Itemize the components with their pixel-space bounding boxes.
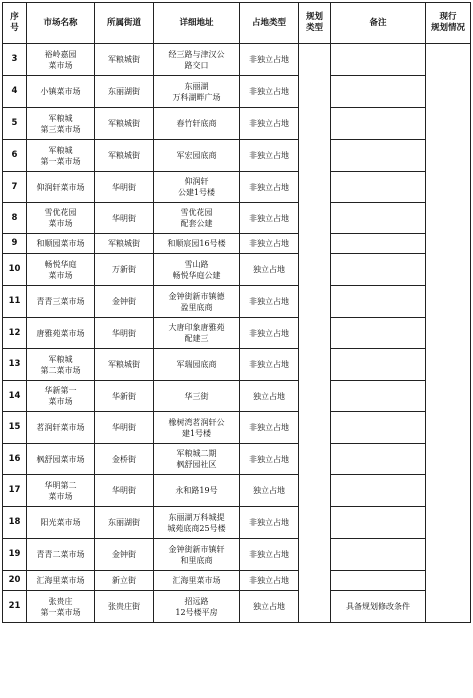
cell-address-line: 金钟街新市镇德 (168, 291, 225, 301)
cell-market-name-line: 雪优花园 (44, 208, 77, 217)
cell-market-name-line: 小镇菜市场 (40, 87, 81, 96)
table-body (3, 44, 471, 623)
cell-land-type: 非独立占地 (240, 108, 299, 140)
header-remark: 备注 (331, 3, 426, 44)
cell-land-type: 独立占地 (240, 381, 299, 412)
cell-land-type: 非独立占地 (240, 444, 299, 475)
cell-seq: 14 (3, 381, 27, 412)
cell-seq: 18 (3, 507, 27, 539)
cell-street: 军粮城街 (95, 234, 154, 254)
cell-remark (331, 172, 426, 203)
cell-market-name-line: 青青二菜市场 (36, 550, 85, 559)
cell-market-name-line: 菜市场 (48, 491, 73, 501)
cell-address-line: 华三街 (184, 391, 209, 401)
header-status (426, 3, 471, 44)
cell-address-line: 公建1号楼 (177, 188, 216, 197)
cell-land-type: 独立占地 (240, 475, 299, 507)
table-header (3, 3, 471, 44)
cell-market-name-line: 茗润轩菜市场 (36, 423, 85, 432)
cell-remark (331, 444, 426, 475)
cell-street: 军粮城街 (95, 140, 154, 172)
cell-market-name-line: 菜市场 (48, 60, 73, 70)
cell-market-name (27, 172, 95, 203)
header-plan-type-line: 类型 (305, 23, 323, 33)
cell-seq: 13 (3, 349, 27, 381)
header-address: 详细地址 (154, 3, 240, 44)
table-row (3, 108, 471, 140)
cell-address-line: 万科湖畔广场 (172, 92, 221, 102)
cell-remark (331, 539, 426, 571)
table-row (3, 475, 471, 507)
cell-remark (331, 108, 426, 140)
cell-seq: 8 (3, 203, 27, 234)
cell-address-line: 军粮城二期 (176, 449, 217, 458)
header-name: 市场名称 (27, 3, 95, 44)
cell-address-line: 雪山路 (184, 259, 209, 269)
cell-address-line: 12号楼平房 (175, 607, 218, 617)
cell-street: 华明街 (95, 412, 154, 444)
header-street: 所属街道 (95, 3, 154, 44)
cell-address-line: 畅悦华庭公建 (172, 270, 221, 280)
cell-market-name (27, 108, 95, 140)
cell-seq: 6 (3, 140, 27, 172)
cell-address-line: 东丽湖万科城提 (168, 512, 225, 522)
cell-market-name (27, 203, 95, 234)
table-row (3, 286, 471, 318)
cell-address (154, 539, 240, 571)
cell-market-name (27, 286, 95, 318)
cell-address (154, 44, 240, 76)
cell-market-name-line: 第三菜市场 (40, 124, 81, 134)
table-row (3, 234, 471, 254)
cell-market-name-line: 菜市场 (48, 219, 73, 228)
cell-address (154, 172, 240, 203)
cell-market-name-line: 枫舒园菜市场 (36, 454, 85, 464)
cell-seq: 7 (3, 172, 27, 203)
cell-land-type: 非独立占地 (240, 76, 299, 108)
cell-address-line: 城苑底商25号楼 (167, 523, 226, 533)
cell-seq: 12 (3, 318, 27, 349)
table-row (3, 507, 471, 539)
cell-address (154, 234, 240, 254)
cell-remark (331, 234, 426, 254)
cell-address (154, 591, 240, 623)
cell-market-name-line: 第一菜市场 (40, 607, 81, 617)
cell-current-plan-status (426, 44, 471, 623)
cell-market-name-line: 阳光菜市场 (40, 518, 81, 527)
cell-seq: 4 (3, 76, 27, 108)
header-seq-line: 序 (10, 12, 19, 22)
cell-address-line: 东丽湖 (184, 81, 209, 91)
table-row (3, 591, 471, 623)
header-plan-type (299, 3, 331, 44)
cell-plan-type (299, 44, 331, 623)
cell-address-line: 春竹轩底商 (176, 119, 217, 128)
cell-market-name (27, 591, 95, 623)
cell-market-name-line: 张贵庄 (48, 596, 73, 606)
cell-remark (331, 507, 426, 539)
header-status-line: 现行 (439, 12, 457, 22)
cell-market-name-line: 青青三菜市场 (36, 297, 85, 306)
cell-remark: 具备规划修改条件 (331, 591, 426, 623)
cell-seq: 9 (3, 234, 27, 254)
cell-address-line: 仰润轩 (184, 177, 209, 186)
cell-market-name (27, 254, 95, 286)
cell-seq: 19 (3, 539, 27, 571)
cell-address-line: 盈里底商 (180, 302, 213, 312)
cell-address (154, 108, 240, 140)
cell-market-name-line: 唐雅苑菜市场 (36, 328, 85, 338)
cell-market-name (27, 234, 95, 254)
cell-address-line: 配套公建 (180, 219, 213, 228)
cell-street: 华明街 (95, 475, 154, 507)
table-row (3, 571, 471, 591)
cell-remark (331, 349, 426, 381)
cell-market-name-line: 菜市场 (48, 397, 73, 406)
cell-land-type: 非独立占地 (240, 44, 299, 76)
cell-address-line: 大唐印象唐雅苑 (168, 323, 225, 332)
cell-address (154, 140, 240, 172)
cell-market-name-line: 军粮城 (48, 113, 73, 123)
cell-market-name (27, 44, 95, 76)
cell-land-type: 非独立占地 (240, 318, 299, 349)
cell-land-type: 非独立占地 (240, 172, 299, 203)
cell-remark (331, 44, 426, 76)
cell-seq: 10 (3, 254, 27, 286)
cell-seq: 15 (3, 412, 27, 444)
cell-market-name (27, 381, 95, 412)
cell-land-type: 独立占地 (240, 254, 299, 286)
cell-address-line: 配建三 (184, 334, 209, 343)
cell-address (154, 475, 240, 507)
cell-street: 华明街 (95, 318, 154, 349)
cell-address (154, 381, 240, 412)
cell-street: 金桥街 (95, 444, 154, 475)
cell-seq: 3 (3, 44, 27, 76)
table-row (3, 203, 471, 234)
table-row (3, 254, 471, 286)
cell-land-type: 非独立占地 (240, 349, 299, 381)
cell-market-name (27, 140, 95, 172)
cell-market-name (27, 444, 95, 475)
cell-seq: 5 (3, 108, 27, 140)
table-row (3, 44, 471, 76)
cell-street: 张贵庄街 (95, 591, 154, 623)
cell-remark (331, 571, 426, 591)
cell-remark (331, 286, 426, 318)
cell-market-name (27, 475, 95, 507)
cell-street: 金钟街 (95, 539, 154, 571)
cell-land-type: 非独立占地 (240, 412, 299, 444)
table-row (3, 539, 471, 571)
cell-address-line: 金钟街新市镇轩 (168, 544, 225, 554)
cell-address-line: 和顺宸园16号楼 (167, 239, 226, 248)
cell-land-type: 非独立占地 (240, 203, 299, 234)
cell-market-name-line: 第二菜市场 (40, 365, 81, 375)
cell-market-name (27, 412, 95, 444)
cell-street: 华新街 (95, 381, 154, 412)
header-land-type: 占地类型 (240, 3, 299, 44)
cell-market-name-line: 华新第一 (44, 386, 77, 395)
cell-market-name-line: 华明第二 (44, 480, 77, 490)
cell-street: 军粮城街 (95, 349, 154, 381)
cell-seq: 11 (3, 286, 27, 318)
cell-market-name-line: 军粮城 (48, 354, 73, 364)
table-row (3, 140, 471, 172)
cell-street: 华明街 (95, 172, 154, 203)
cell-land-type: 非独立占地 (240, 539, 299, 571)
cell-remark (331, 76, 426, 108)
table-row (3, 318, 471, 349)
header-status-line: 规划情况 (430, 23, 465, 33)
cell-remark (331, 140, 426, 172)
table-row (3, 172, 471, 203)
cell-market-name (27, 539, 95, 571)
cell-land-type: 非独立占地 (240, 286, 299, 318)
cell-address (154, 349, 240, 381)
cell-remark (331, 203, 426, 234)
cell-street: 华明街 (95, 203, 154, 234)
cell-land-type: 非独立占地 (240, 140, 299, 172)
cell-address (154, 318, 240, 349)
cell-market-name-line: 裕岭嘉园 (44, 49, 77, 59)
cell-address (154, 76, 240, 108)
header-seq (3, 3, 27, 44)
cell-street: 新立街 (95, 571, 154, 591)
cell-land-type: 独立占地 (240, 591, 299, 623)
cell-address-line: 经三路与津汉公 (168, 49, 225, 59)
header-plan-type-line: 规划 (305, 12, 323, 22)
cell-address-line: 军宏园底商 (176, 151, 217, 160)
cell-market-name (27, 349, 95, 381)
table-row (3, 381, 471, 412)
cell-address-line: 枫舒园社区 (176, 460, 217, 469)
cell-remark (331, 254, 426, 286)
cell-market-name-line: 汇海里菜市场 (36, 576, 85, 585)
cell-address (154, 507, 240, 539)
cell-market-name-line: 仰润轩菜市场 (36, 182, 85, 192)
cell-land-type: 非独立占地 (240, 507, 299, 539)
cell-address-line: 建1号楼 (181, 428, 212, 438)
cell-address-line: 招远路 (184, 596, 209, 606)
cell-remark (331, 381, 426, 412)
cell-remark (331, 412, 426, 444)
table-row (3, 349, 471, 381)
table-row (3, 412, 471, 444)
cell-address-line: 和里底商 (180, 555, 213, 565)
cell-market-name-line: 畅悦华庭 (44, 259, 77, 269)
cell-address (154, 571, 240, 591)
cell-address-line: 雪优花园 (180, 208, 213, 217)
cell-address (154, 254, 240, 286)
table-row (3, 76, 471, 108)
cell-street: 万新街 (95, 254, 154, 286)
cell-street: 东丽湖街 (95, 507, 154, 539)
cell-address (154, 203, 240, 234)
cell-remark (331, 475, 426, 507)
cell-street: 东丽湖街 (95, 76, 154, 108)
cell-seq: 16 (3, 444, 27, 475)
cell-street: 军粮城街 (95, 108, 154, 140)
cell-address-line: 永和路19号 (175, 486, 218, 495)
cell-market-name (27, 318, 95, 349)
cell-address (154, 286, 240, 318)
cell-market-name-line: 第一菜市场 (40, 156, 81, 166)
cell-market-name (27, 571, 95, 591)
cell-address-line: 路交口 (184, 60, 209, 70)
cell-address-line: 橡树湾茗润轩公 (168, 417, 225, 427)
cell-seq: 21 (3, 591, 27, 623)
cell-remark (331, 318, 426, 349)
cell-market-name-line: 和顺园菜市场 (36, 239, 85, 248)
cell-street: 军粮城街 (95, 44, 154, 76)
cell-market-name-line: 菜市场 (48, 270, 73, 280)
cell-seq: 17 (3, 475, 27, 507)
cell-seq: 20 (3, 571, 27, 591)
cell-address-line: 汇海里菜市场 (172, 576, 221, 585)
cell-market-name-line: 军粮城 (48, 145, 73, 155)
cell-address (154, 444, 240, 475)
table-row (3, 444, 471, 475)
cell-street: 金钟街 (95, 286, 154, 318)
cell-address-line: 军瑞园底商 (176, 360, 217, 369)
header-seq-line: 号 (10, 23, 19, 33)
cell-land-type: 非独立占地 (240, 234, 299, 254)
market-table (2, 2, 471, 623)
cell-market-name (27, 507, 95, 539)
cell-market-name (27, 76, 95, 108)
cell-address (154, 412, 240, 444)
cell-land-type: 非独立占地 (240, 571, 299, 591)
